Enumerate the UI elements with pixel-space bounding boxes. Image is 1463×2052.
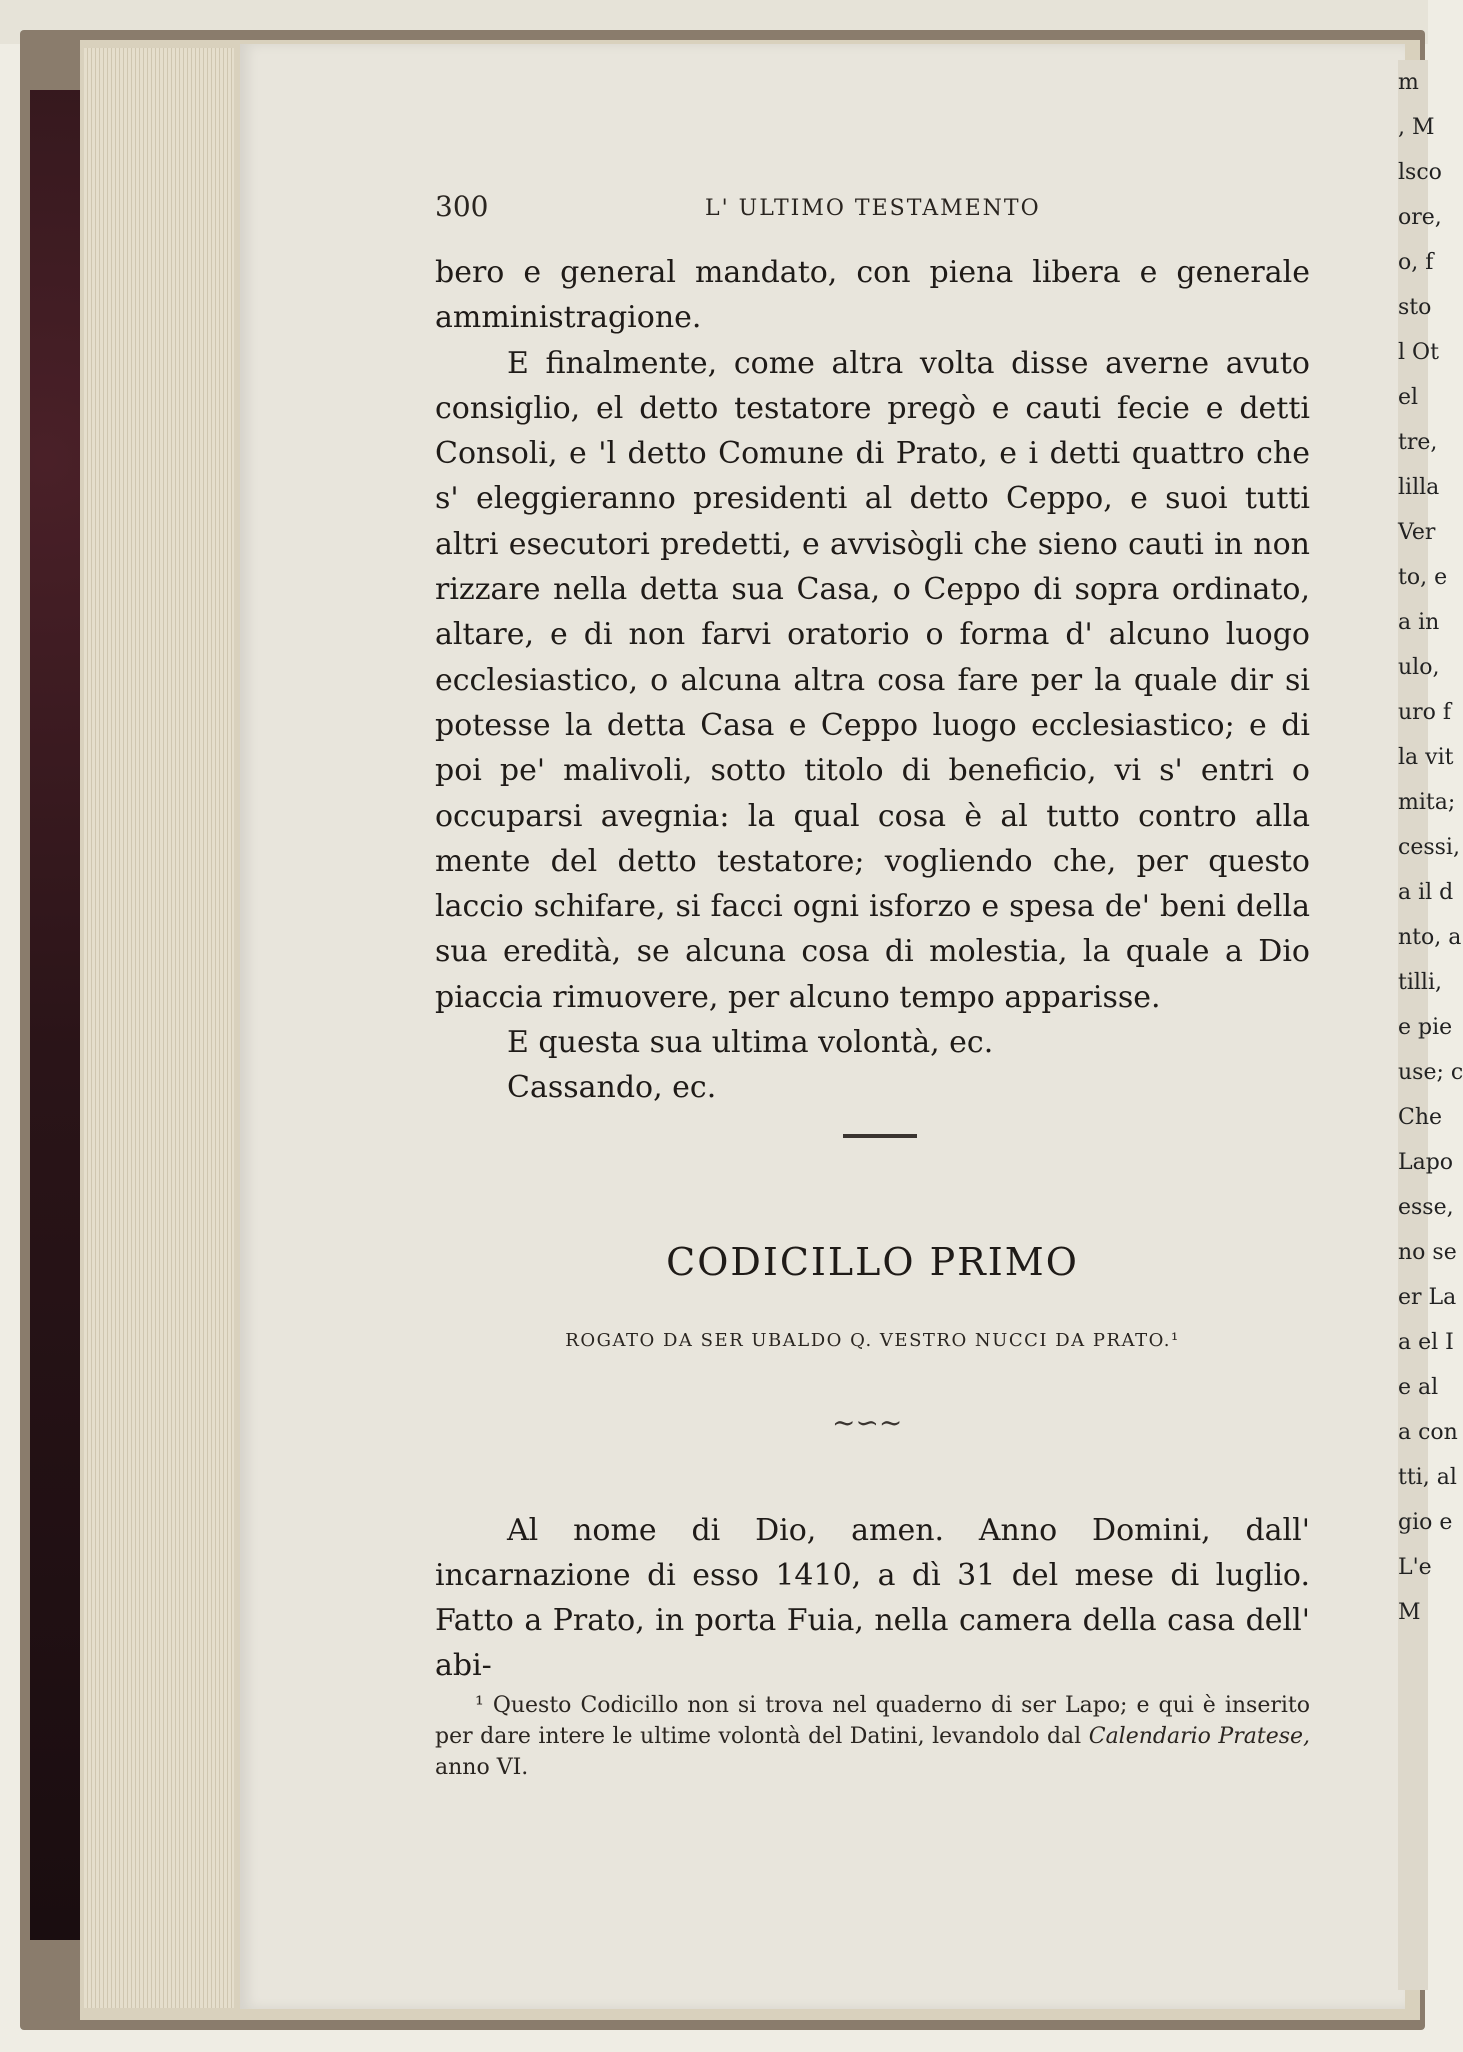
main-text [435, 250, 1310, 1111]
next-page-fragment: a con [1398, 1420, 1458, 1445]
next-page-fragment: a in [1398, 610, 1440, 635]
next-page-fragment: el [1398, 385, 1419, 410]
ornament-icon: ~∽~ [832, 1406, 903, 1439]
next-page-fragment: tre, [1398, 430, 1438, 455]
next-page-fragment: e pie [1398, 1015, 1453, 1040]
next-page-fragment: a il d [1398, 880, 1454, 905]
next-page-fragment: L'e [1398, 1555, 1432, 1580]
page-edges [84, 48, 234, 2008]
next-page-fragment: uro f [1398, 700, 1452, 725]
next-page-fragment: nto, a [1398, 925, 1462, 950]
footnote-text: ¹ Questo Codicillo non si trova nel quaderno di ser Lapo; e qui è inserito per dare intere le ultime volontà del Datini, levandolo dal [435, 1693, 1310, 1749]
next-page-fragment: l Ot [1398, 340, 1439, 365]
next-page-fragment: e al [1398, 1375, 1439, 1400]
next-page-fragment: ore, [1398, 205, 1442, 230]
paragraph-3: E questa sua ultima volontà, ec. [507, 1025, 994, 1061]
next-page-fragment: a el I [1398, 1330, 1454, 1355]
running-title: L' ULTIMO TESTAMENTO [705, 196, 1041, 221]
next-page-fragment: cessi, [1398, 835, 1460, 860]
paragraph-1: bero e general mandato, con piena libera e generale amministragione. [435, 255, 1310, 336]
next-page-fragment: lilla [1398, 475, 1440, 500]
next-page-fragment: esse, [1398, 1195, 1454, 1220]
next-page-fragment: use; c [1398, 1060, 1463, 1085]
page-header [435, 190, 1310, 230]
next-page-fragment: er La [1398, 1285, 1457, 1310]
next-page-fragment: Ver [1398, 520, 1436, 545]
next-page-fragment: Che [1398, 1105, 1443, 1130]
next-page-edge [1398, 60, 1463, 1990]
next-page-fragment: no se [1398, 1240, 1457, 1265]
paragraph-5: Al nome di Dio, amen. Anno Domini, dall' incarnazione di esso 1410, a dì 31 del mese di luglio. Fatto a Prato, in porta Fuia, nella camera della casa dell' abi- [435, 1513, 1310, 1683]
next-page-fragment: la vit [1398, 745, 1454, 770]
paragraph-4: Cassando, ec. [507, 1070, 717, 1106]
section-rule [843, 1134, 917, 1138]
next-page-fragment: gio e [1398, 1510, 1453, 1535]
next-page-fragment: M [1398, 1600, 1421, 1625]
paragraph-2: E finalmente, come altra volta disse averne avuto consiglio, el detto testatore pregò e cauti fecie e detti Consoli, e 'l detto Comune di Prato, e i detti quattro che s' eleggieranno presidenti al detto Ceppo, e suoi tutti altri esecutori predetti, e avvisògli che sieno cauti in non rizzare nella detta sua Casa, o Ceppo di sopra ordinato, altare, e di non farvi oratorio o forma d' alcuno luogo ecclesiastico, o alcuna altra cosa fare per la quale dir si potesse la detta Casa e Ceppo luogo ecclesiastico; e di poi pe' malivoli, sotto titolo di beneficio, vi s' entri o occuparsi avegnia: la qual cosa è al tutto contro alla mente del detto testatore; vogliendo che, per questo laccio schifare, si facci ogni isforzo e spesa de' beni della sua eredità, se alcuna cosa di molestia, la quale a Dio piaccia rimuovere, per alcuno tempo apparisse. [435, 345, 1310, 1015]
next-page-fragment: ulo, [1398, 655, 1440, 680]
next-page-fragment: , M [1398, 115, 1435, 140]
next-page-fragment: tilli, [1398, 970, 1442, 995]
section-heading: CODICILLO PRIMO [666, 1240, 1079, 1284]
next-page-fragment: tti, al [1398, 1465, 1457, 1490]
next-page-fragment: m [1398, 70, 1419, 95]
next-page-fragment: mita; [1398, 790, 1456, 815]
footnote-tail: anno VI. [435, 1755, 529, 1780]
book-spine [30, 90, 83, 1940]
codicil-text [435, 1508, 1310, 1688]
footnote-italic: Calendario Pratese, [1088, 1724, 1311, 1749]
next-page-fragment: Lapo [1398, 1150, 1454, 1175]
next-page-fragment: lsco [1398, 160, 1442, 185]
next-page-fragment: o, f [1398, 250, 1434, 275]
footnote [435, 1690, 1310, 1783]
next-page-fragment: sto [1398, 295, 1432, 320]
next-page-fragment: to, e [1398, 565, 1448, 590]
page-number: 300 [435, 190, 489, 223]
section-subheading: ROGATO DA SER UBALDO Q. VESTRO NUCCI DA PRATO.¹ [565, 1330, 1180, 1351]
